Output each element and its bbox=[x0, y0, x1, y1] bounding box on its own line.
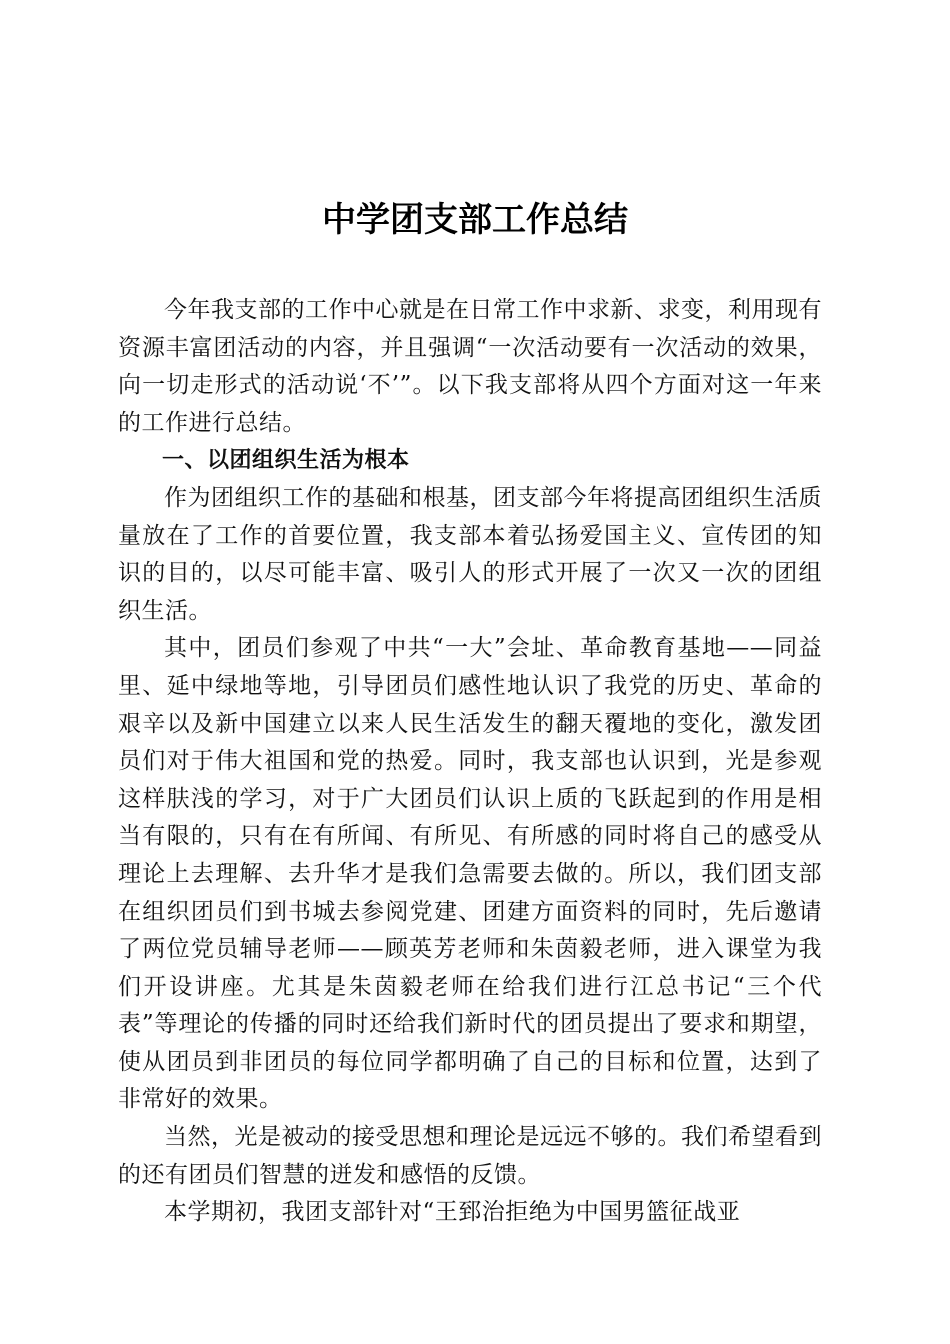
document-body bbox=[118, 292, 822, 1232]
body-paragraph: 本学期初，我团支部针对“王郅治拒绝为中国男篮征战亚 bbox=[164, 1199, 741, 1226]
section-heading: 一、以团组织生活为根本 bbox=[162, 448, 410, 474]
document-title: 中学团支部工作总结 bbox=[322, 200, 628, 240]
body-paragraph: 当然，光是被动的接受思想和理论是远远不够的。我们希望看到的还有团员们智慧的迸发和感悟的反馈。 bbox=[118, 1124, 822, 1188]
intro-paragraph: 今年我支部的工作中心就是在日常工作中求新、求变，利用现有资源丰富团活动的内容，并且强调“一次活动要有一次活动的效果，向一切走形式的活动说‘不’”。以下我支部将从四个方面对这一年来的工作进行总结。 bbox=[118, 297, 822, 436]
body-paragraph: 作为团组织工作的基础和根基，团支部今年将提高团组织生活质量放在了工作的首要位置，我支部本着弘扬爱国主义、宣传团的知识的目的，以尽可能丰富、吸引人的形式开展了一次又一次的团组织生活。 bbox=[118, 484, 822, 624]
body-paragraph: 其中，团员们参观了中共“一大”会址、革命教育基地——同益里、延中绿地等地，引导团员们感性地认识了我党的历史、革命的艰辛以及新中国建立以来人民生活发生的翻天覆地的变化，激发团员们对于伟大祖国和党的热爱。同时，我支部也认识到，光是参观这样肤浅的学习，对于广大团员们认识上质的飞跃起到的作用是相当有限的，只有在有所闻、有所见、有所感的同时将自己的感受从理论上去理解、去升华才是我们急需要去做的。所以，我们团支部在组织团员们到书城去参阅党建、团建方面资料的同时，先后邀请了两位党员辅导老师——顾英芳老师和朱茵毅老师，进入课堂为我们开设讲座。尤其是朱茵毅老师在给我们进行江总书记“三个代表”等理论的传播的同时还给我们新时代的团员提出了要求和期望，使从团员到非团员的每位同学都明确了自己的目标和位置，达到了非常好的效果。 bbox=[118, 635, 822, 1113]
